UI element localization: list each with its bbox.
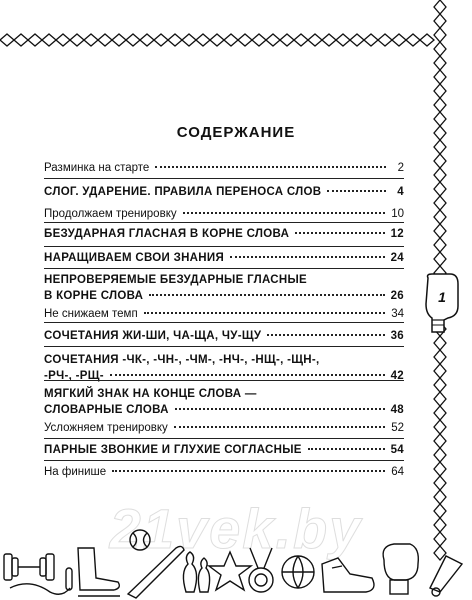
toc-entry-title: На финише (44, 466, 107, 478)
toc-entry (44, 420, 404, 436)
page-number: 1 (438, 289, 446, 305)
section-divider (44, 346, 404, 347)
chain-link (112, 34, 126, 46)
toc-entry-line (44, 368, 404, 384)
dot-leader (267, 334, 384, 336)
toc-page-number: 54 (390, 444, 404, 456)
section-divider (44, 322, 404, 323)
chain-link (434, 406, 446, 420)
chain-link (210, 34, 224, 46)
chain-link (42, 34, 56, 46)
chain-link (364, 34, 378, 46)
section-divider (44, 380, 404, 381)
dot-leader (230, 256, 385, 258)
toc-entry-title: СЛОВАРНЫЕ СЛОВА (44, 404, 169, 416)
toc-entry (44, 272, 404, 304)
toc-page-number: 10 (391, 208, 404, 220)
chain-link (196, 34, 210, 46)
toc-entry (44, 328, 404, 344)
top-chain-border (0, 34, 434, 46)
chain-link (434, 140, 446, 154)
chain-link (84, 34, 98, 46)
toc-page-number: 26 (390, 290, 404, 302)
chain-link (294, 34, 308, 46)
chain-link (434, 350, 446, 364)
toc-entry (44, 250, 404, 266)
chain-link (434, 168, 446, 182)
dot-leader (295, 232, 384, 234)
toc-entry-title: Разминка на старте (44, 162, 150, 174)
toc-entry (44, 442, 404, 458)
ball-icon (130, 530, 150, 550)
dot-leader (183, 212, 386, 214)
chain-link (252, 34, 266, 46)
section-divider (44, 178, 404, 179)
chain-link (392, 34, 406, 46)
chain-link (434, 70, 446, 84)
chain-link (154, 34, 168, 46)
chain-link (350, 34, 364, 46)
chain-link (434, 252, 446, 266)
chain-link (434, 448, 446, 462)
sneaker-icon (322, 558, 374, 592)
page-title: СОДЕРЖАНИЕ (176, 124, 296, 141)
chain-link (182, 34, 196, 46)
toc-entry-line (44, 420, 404, 436)
toc-page-number: 64 (391, 466, 404, 478)
toc-entry-line (44, 328, 404, 344)
chain-link (420, 34, 434, 46)
chain-link (434, 434, 446, 448)
chain-link (224, 34, 238, 46)
chain-link (322, 34, 336, 46)
chain-link (434, 210, 446, 224)
toc-entry-title: СОЧЕТАНИЯ ЖИ-ШИ, ЧА-ЩА, ЧУ-ЩУ (44, 330, 262, 342)
section-divider (44, 268, 404, 269)
chain-link (434, 364, 446, 378)
toc-page-number: 2 (397, 162, 404, 174)
toc-entry-title: НАРАЩИВАЕМ СВОИ ЗНАНИЯ (44, 252, 225, 264)
toc-entry (44, 306, 404, 322)
toc-entry (44, 464, 404, 480)
toc-entry-title: БЕЗУДАРНАЯ ГЛАСНАЯ В КОРНЕ СЛОВА (44, 228, 290, 240)
toc-entry-line (44, 352, 404, 368)
medal-icon (249, 548, 273, 592)
chain-link (434, 378, 446, 392)
toc-entry-title: СОЧЕТАНИЯ -ЧК-, -ЧН-, -ЧМ-, -НЧ-, -НЩ-, -ЩН-, (44, 354, 320, 366)
chain-link (28, 34, 42, 46)
chain-link (434, 182, 446, 196)
dot-leader (327, 190, 386, 192)
chain-link (434, 14, 446, 28)
section-divider (44, 246, 404, 247)
chain-link (378, 34, 392, 46)
dot-leader (175, 408, 385, 410)
toc-entry-title: НЕПРОВЕРЯЕМЫЕ БЕЗУДАРНЫЕ ГЛАСНЫЕ (44, 274, 308, 286)
toc-entry-title: В КОРНЕ СЛОВА (44, 290, 144, 302)
chain-link (434, 56, 446, 70)
chain-link (434, 224, 446, 238)
toc-page-number: 48 (390, 404, 404, 416)
chain-link (434, 336, 446, 350)
section-divider (44, 438, 404, 439)
shuttlecock-icon (430, 556, 462, 596)
section-divider (44, 460, 404, 461)
toc-entry-line (44, 442, 404, 458)
chain-link (0, 34, 14, 46)
chain-link (434, 84, 446, 98)
chain-link (406, 34, 420, 46)
dot-leader (308, 448, 385, 450)
toc-entry-title: -РЧ-, -РЩ- (44, 370, 104, 382)
toc-entry (44, 160, 404, 176)
toc-entry-line (44, 226, 404, 242)
toc-entry-title: СЛОГ. УДАРЕНИЕ. ПРАВИЛА ПЕРЕНОСА СЛОВ (44, 186, 322, 198)
dot-leader (144, 312, 386, 314)
basketball-icon (282, 556, 314, 588)
dot-leader (110, 374, 385, 376)
toc-entry-title: Не снижаем темп (44, 308, 138, 320)
chain-link (434, 98, 446, 112)
chain-link (168, 34, 182, 46)
toc-entry-title: ПАРНЫЕ ЗВОНКИЕ И ГЛУХИЕ СОГЛАСНЫЕ (44, 444, 302, 456)
skate-icon (78, 548, 120, 596)
toc-entry-title: МЯГКИЙ ЗНАК НА КОНЦЕ СЛОВА — (44, 388, 257, 400)
chain-link (434, 420, 446, 434)
toc-entry-title: Продолжаем тренировку (44, 208, 177, 220)
toc-page-number: 24 (390, 252, 404, 264)
watermark: 21vek.by (109, 497, 363, 560)
chain-link (280, 34, 294, 46)
toc-page-number: 42 (390, 370, 404, 382)
dot-leader (155, 166, 386, 168)
chain-link (70, 34, 84, 46)
chain-link (308, 34, 322, 46)
sports-doodles-border (0, 508, 472, 600)
chain-link (434, 0, 446, 14)
toc-entry (44, 184, 404, 200)
chain-link (140, 34, 154, 46)
chain-link (434, 154, 446, 168)
toc-entry-line (44, 272, 404, 288)
toc-entry (44, 226, 404, 242)
chain-link (266, 34, 280, 46)
chain-link (56, 34, 70, 46)
chain-link (434, 42, 446, 56)
toc-entry-line (44, 402, 404, 418)
dot-leader (174, 426, 385, 428)
toc-page-number: 34 (391, 308, 404, 320)
bat-icon (128, 546, 184, 598)
toc-page-number: 36 (390, 330, 404, 342)
toc-page-number: 52 (391, 422, 404, 434)
chain-link (336, 34, 350, 46)
toc-entry-line (44, 288, 404, 304)
toc-page-number: 12 (390, 228, 404, 240)
jump-rope-icon (10, 568, 72, 594)
toc-entry-line (44, 250, 404, 266)
skittle-icon (183, 552, 209, 592)
chain-link (14, 34, 28, 46)
toc-entry-line (44, 160, 404, 176)
chain-link (98, 34, 112, 46)
chain-link (126, 34, 140, 46)
section-divider (44, 222, 404, 223)
toc-entry-line (44, 206, 404, 222)
chain-link (238, 34, 252, 46)
toc-page-number: 4 (397, 186, 404, 198)
boxing-glove-icon (383, 544, 418, 594)
toc-entry-line (44, 464, 404, 480)
dumbbell-icon (4, 554, 54, 580)
toc-entry (44, 206, 404, 222)
dot-leader (112, 470, 385, 472)
toc-entry (44, 386, 404, 418)
dot-leader (149, 294, 384, 296)
chain-link (434, 462, 446, 476)
toc-entry-line (44, 184, 404, 200)
star-icon (209, 552, 251, 590)
toc-entry-line (44, 306, 404, 322)
chain-link (434, 28, 446, 42)
chain-link (434, 476, 446, 490)
chain-link (434, 392, 446, 406)
toc-entry-line (44, 386, 404, 402)
chain-link (434, 238, 446, 252)
toc-entry-title: Усложняем тренировку (44, 422, 168, 434)
page-number-badge (422, 272, 462, 336)
chain-link (434, 196, 446, 210)
